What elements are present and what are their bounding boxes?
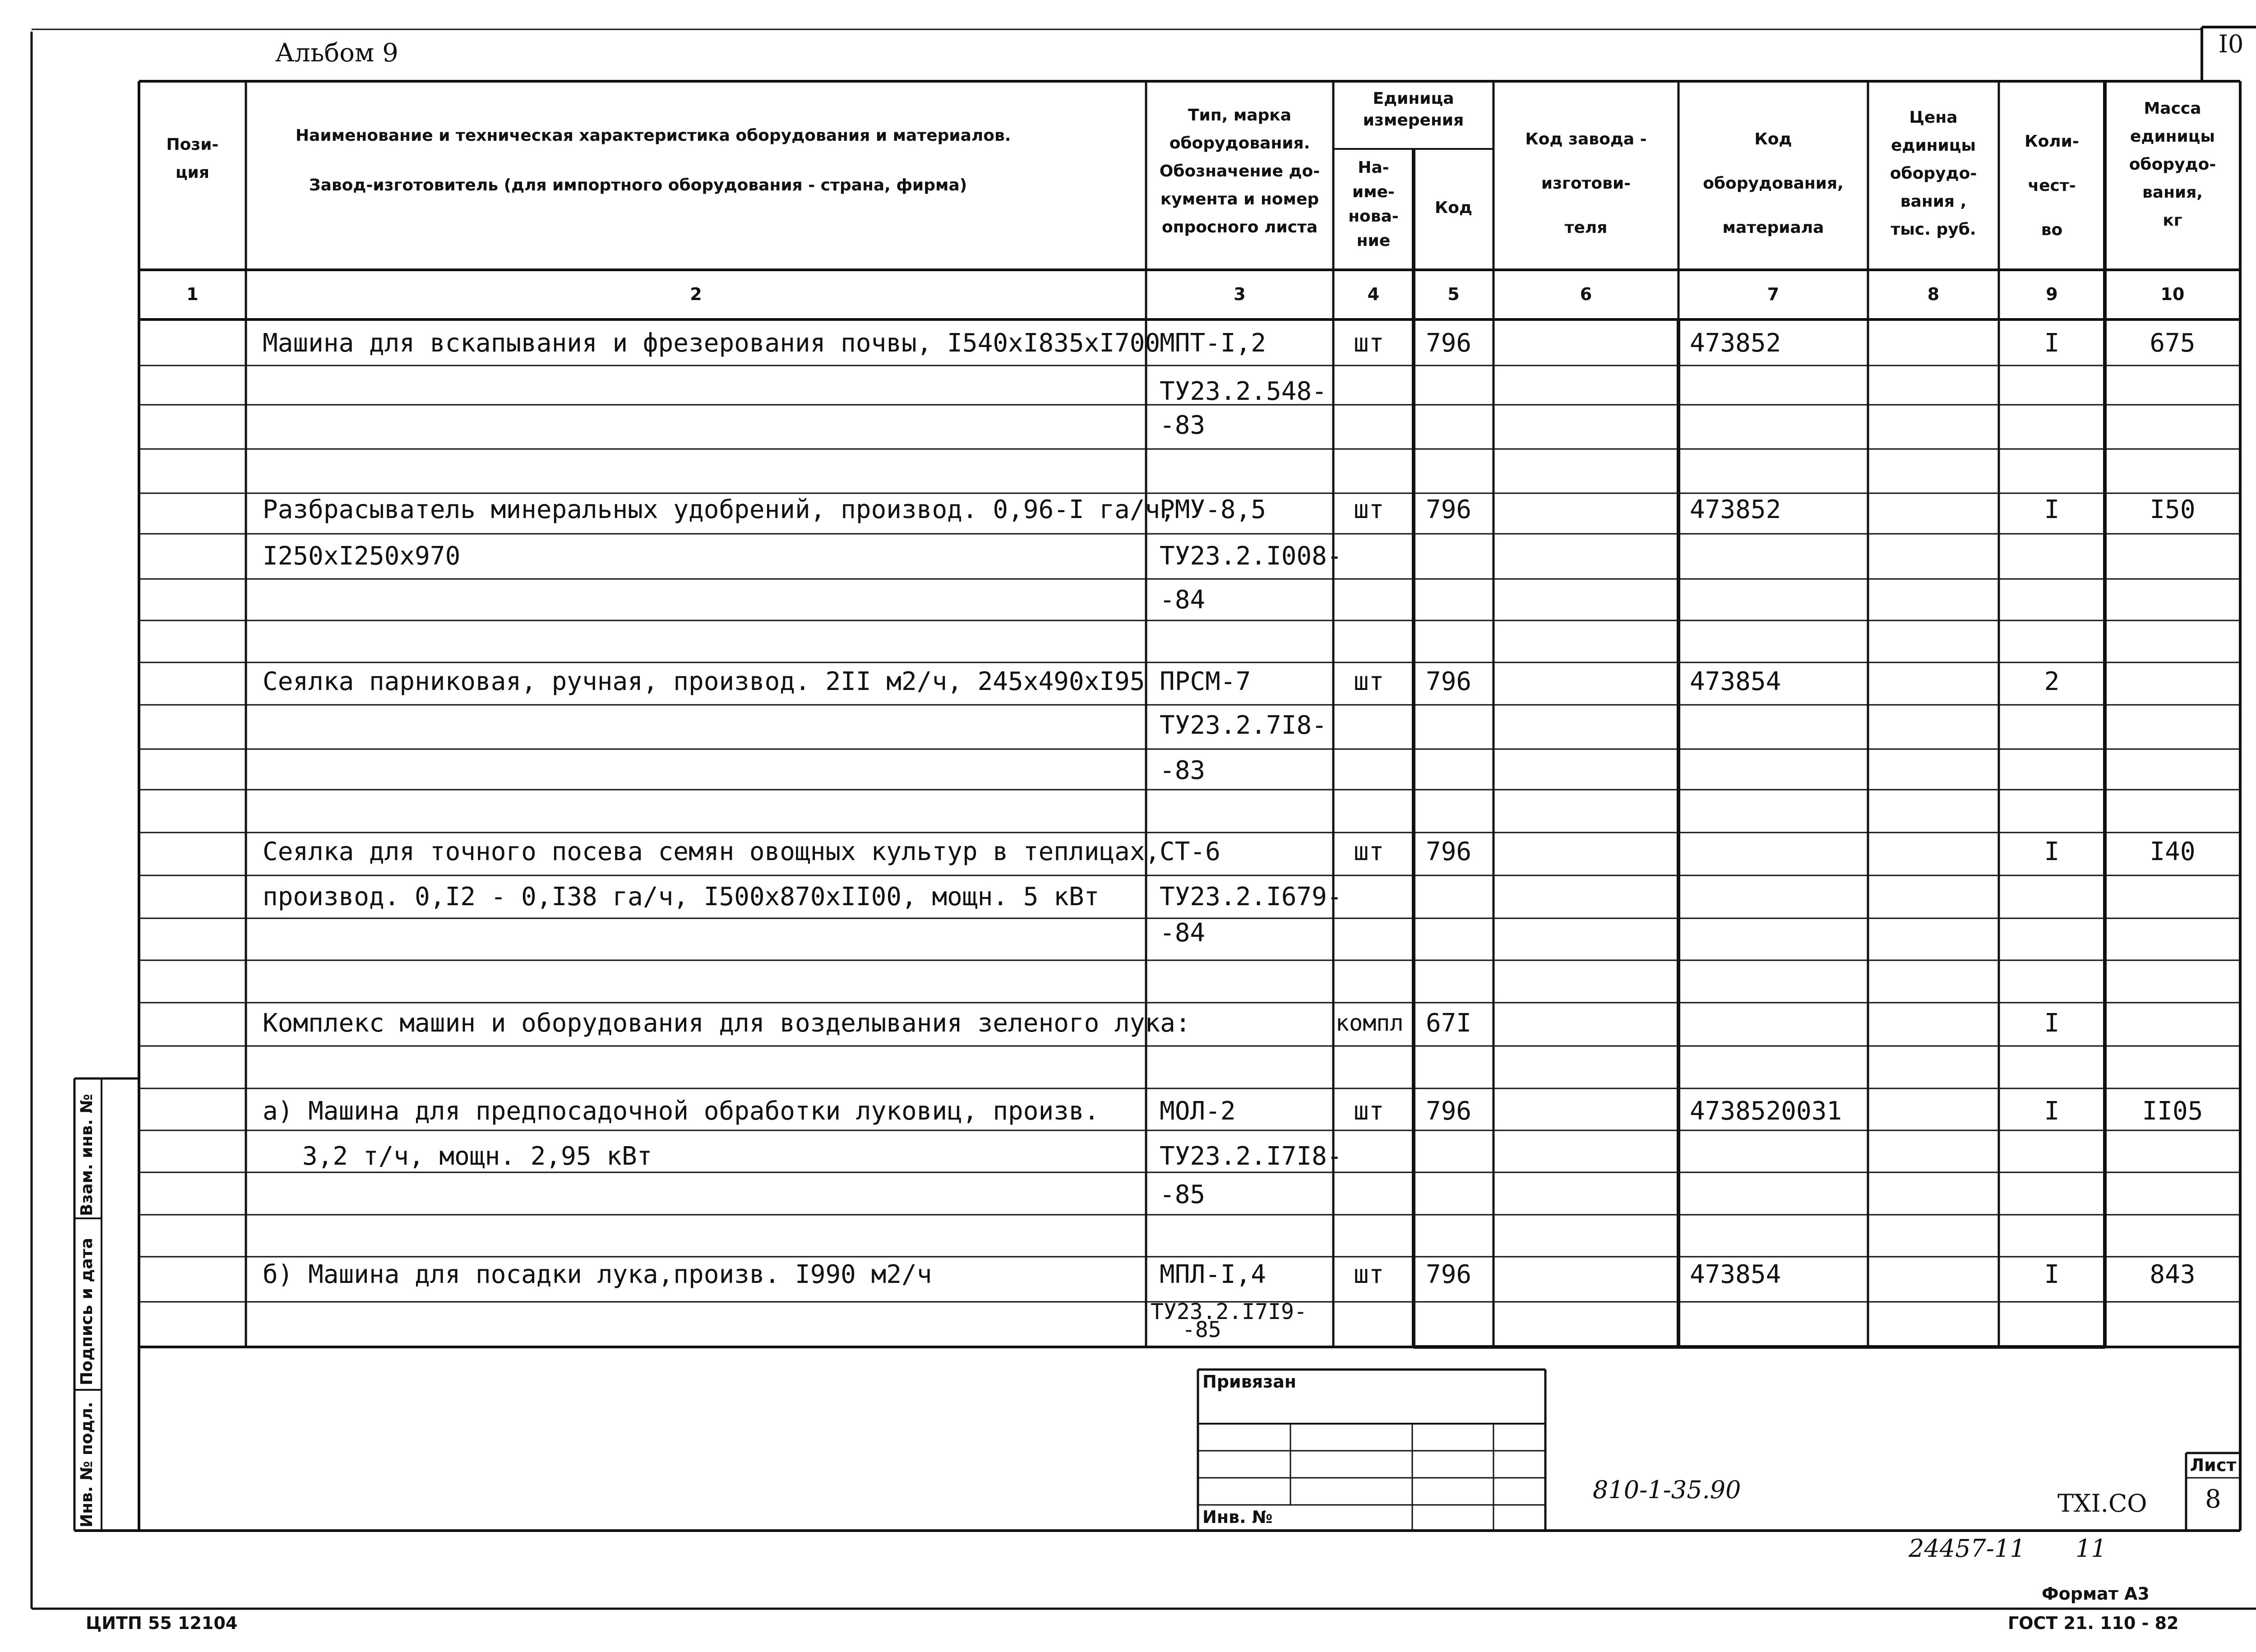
- row3-type: ПРСМ-7: [1160, 667, 1251, 696]
- header-name: Наименование и техническая характеристика оборудования и материалов. Завод-изготовитель (для импортного оборудования - страна, фирма): [296, 126, 1011, 194]
- handwritten-sheet: 11: [2076, 1534, 2107, 1563]
- col-number-5: 5: [1447, 284, 1460, 304]
- row4-unit: шт: [1354, 837, 1384, 866]
- header-factory-code: Код завода - изготови- теля: [1525, 130, 1647, 237]
- row7-qty: I: [2044, 1260, 2060, 1289]
- row4-code: 796: [1426, 837, 1472, 866]
- row7-type: МПЛ-I,4: [1160, 1260, 1267, 1289]
- ctip-label: ЦИТП 55 12104: [86, 1613, 238, 1633]
- row3-doc-1: ТУ23.2.7I8-: [1160, 711, 1327, 740]
- album-label: Альбом 9: [275, 38, 398, 68]
- row1-material-code: 473852: [1690, 329, 1781, 358]
- row4-doc-2: -84: [1160, 918, 1206, 948]
- project-code: 810-1-35.90: [1593, 1476, 1741, 1504]
- row1-doc-2: -83: [1160, 411, 1206, 440]
- side-label-original-inv: Инв. № подл.: [78, 1402, 96, 1527]
- row2-name-2: I250xI250x970: [263, 541, 461, 571]
- sheet-number: 8: [2205, 1485, 2221, 1514]
- col-number-1: 1: [186, 284, 199, 304]
- row7-doc-2: -85: [1182, 1317, 1221, 1342]
- row2-doc-2: -84: [1160, 585, 1206, 615]
- header-material-code: Код оборудования, материала: [1703, 130, 1844, 237]
- row3-code: 796: [1426, 667, 1472, 696]
- row4-qty: I: [2044, 837, 2060, 866]
- header-unit-group: Единица измерения: [1363, 89, 1464, 130]
- row3-qty: 2: [2044, 667, 2060, 696]
- col-number-6: 6: [1580, 284, 1592, 304]
- row2-code: 796: [1426, 495, 1472, 524]
- row7-name: б) Машина для посадки лука,произв. I990 м2/ч: [263, 1260, 932, 1289]
- header-position: Пози- ция: [166, 135, 219, 182]
- top-sheet-number: I0: [2218, 30, 2244, 58]
- row2-unit: шт: [1354, 495, 1384, 524]
- header-quantity: Коли- чест- во: [2025, 132, 2079, 239]
- header-mass: Масса единицы оборудо- вания, кг: [2129, 99, 2216, 230]
- row6-qty: I: [2044, 1097, 2060, 1126]
- row4-mass: I40: [2150, 837, 2196, 866]
- row1-qty: I: [2044, 329, 2060, 358]
- row1-name: Машина для вскапывания и фрезерования почвы, I540xI835xI700: [263, 329, 1160, 358]
- row1-type: МПТ-I,2: [1160, 329, 1267, 358]
- row5-name: Комплекс машин и оборудования для возделывания зеленого лука:: [263, 1009, 1191, 1038]
- col-number-7: 7: [1767, 284, 1780, 304]
- stamp-attached-label: Привязан: [1202, 1372, 1297, 1392]
- row1-code: 796: [1426, 329, 1472, 358]
- row2-doc-1: ТУ23.2.I008-: [1160, 541, 1342, 571]
- row1-mass: 675: [2150, 329, 2196, 358]
- row6-material-code: 47385200З1: [1690, 1097, 1842, 1126]
- row7-doc-1: ТУ23.2.I7I9-: [1151, 1299, 1307, 1324]
- row4-name-2: производ. 0,I2 - 0,I38 га/ч, I500x870xII00, мощн. 5 кВт: [263, 882, 1100, 912]
- handwritten-number: 24457-11: [1909, 1534, 2025, 1563]
- col-number-2: 2: [690, 284, 702, 304]
- row6-doc-1: ТУ23.2.I7I8-: [1160, 1142, 1342, 1171]
- header-unit-code: Код: [1434, 199, 1473, 217]
- row7-mass: 843: [2150, 1260, 2196, 1289]
- row6-name: а) Машина для предпосадочной обработки луковиц, произв.: [263, 1097, 1100, 1126]
- sheet-label: Лист: [2190, 1455, 2237, 1475]
- row2-name: Разбрасыватель минеральных удобрений, производ. 0,96-I га/ч,: [263, 495, 1175, 524]
- row6-name-2: 3,2 т/ч, мощн. 2,95 кВт: [302, 1142, 652, 1171]
- row2-qty: I: [2044, 495, 2060, 524]
- row3-doc-2: -83: [1160, 756, 1206, 785]
- col-number-9: 9: [2046, 284, 2058, 304]
- stamp-inv-label: Инв. №: [1202, 1507, 1273, 1527]
- header-unit-name: На- име- нова- ние: [1348, 158, 1399, 250]
- col-number-10: 10: [2160, 284, 2185, 304]
- doc-code: ТХI.СО: [2057, 1489, 2147, 1518]
- row7-code: 796: [1426, 1260, 1472, 1289]
- row6-type: МОЛ-2: [1160, 1097, 1236, 1126]
- side-label-replaced-inv: Взам. инв. №: [78, 1094, 96, 1216]
- row4-type: СТ-6: [1160, 837, 1220, 866]
- row5-code: 67I: [1426, 1009, 1472, 1038]
- row5-qty: I: [2044, 1009, 2060, 1038]
- row3-name: Сеялка парниковая, ручная, производ. 2II м2/ч, 245x490xI95: [263, 667, 1145, 696]
- row6-unit: шт: [1354, 1097, 1384, 1126]
- row2-type: РМУ-8,5: [1160, 495, 1267, 524]
- row2-mass: I50: [2150, 495, 2196, 524]
- row3-material-code: 473854: [1690, 667, 1781, 696]
- row1-doc-1: ТУ23.2.548-: [1160, 377, 1327, 406]
- col-number-4: 4: [1367, 284, 1380, 304]
- row1-unit: шт: [1354, 329, 1384, 358]
- col-number-3: 3: [1234, 284, 1246, 304]
- row6-code: 796: [1426, 1097, 1472, 1126]
- header-type: Тип, марка оборудования. Обозначение до- кумента и номер опросного листа: [1159, 106, 1320, 236]
- row4-name: Сеялка для точного посева семян овощных культур в теплицах,: [263, 837, 1160, 866]
- row7-unit: шт: [1354, 1260, 1384, 1289]
- row6-doc-2: -85: [1160, 1180, 1206, 1209]
- side-label-signature-date: Подпись и дата: [78, 1238, 96, 1385]
- row6-mass: II05: [2142, 1097, 2203, 1126]
- row5-unit: компл: [1336, 1010, 1404, 1036]
- header-price: Цена единицы оборудо- вания , тыс. руб.: [1890, 108, 1977, 239]
- format-label: Формат А3: [2042, 1584, 2150, 1604]
- row2-material-code: 473852: [1690, 495, 1781, 524]
- row4-doc-1: ТУ23.2.I679-: [1160, 882, 1342, 912]
- gost-label: ГОСТ 21. 110 - 82: [2008, 1613, 2179, 1633]
- row7-material-code: 473854: [1690, 1260, 1781, 1289]
- row3-unit: шт: [1354, 667, 1384, 696]
- col-number-8: 8: [1927, 284, 1940, 304]
